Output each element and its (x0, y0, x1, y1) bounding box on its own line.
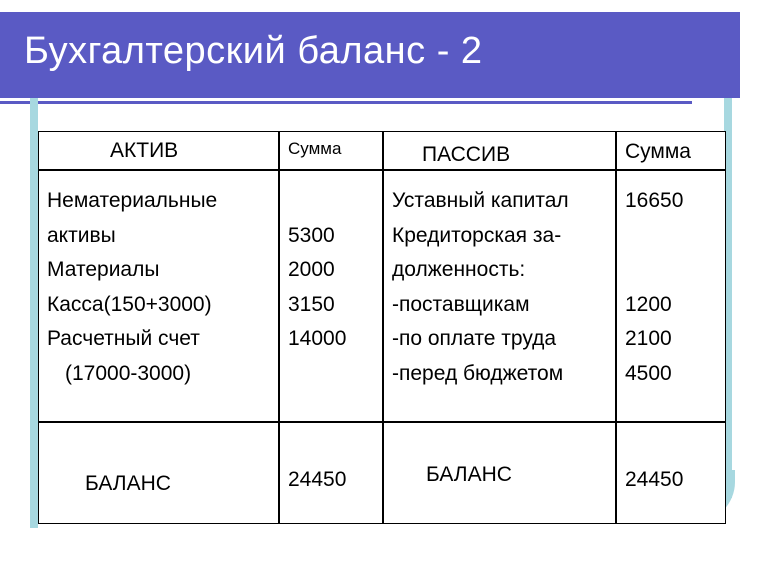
asset-line: Материалы (47, 258, 160, 281)
asset-value: 5300 (288, 223, 335, 247)
asset-line: Касса(150+3000) (47, 292, 212, 316)
liability-line: -перед бюджетом (392, 361, 564, 385)
asset-value: 2000 (288, 258, 335, 281)
liability-line: долженность: (392, 258, 526, 281)
header-liability-sum: Сумма (625, 140, 691, 163)
asset-line: Нематериальные (47, 189, 218, 212)
total-asset-label: БАЛАНС (85, 472, 171, 495)
decorative-frame-left (30, 98, 38, 528)
header-row-divider (39, 169, 725, 171)
column-divider (278, 132, 280, 523)
asset-line: (17000-3000) (65, 361, 192, 385)
liability-line: Уставный капитал (392, 189, 569, 212)
liability-line: -по оплате труда (392, 327, 557, 350)
header-liability: ПАССИВ (422, 143, 511, 166)
balance-table (38, 131, 726, 524)
asset-line: Расчетный счет (47, 327, 200, 350)
liability-value: 16650 (625, 189, 684, 212)
asset-line: активы (47, 223, 116, 247)
liability-value: 1200 (625, 292, 672, 316)
liability-value: 4500 (625, 361, 672, 385)
liability-line: Кредиторская за- (392, 223, 562, 247)
header-asset: АКТИВ (110, 139, 179, 162)
title-band-notch (690, 0, 740, 12)
total-liability-label: БАЛАНС (426, 463, 512, 486)
header-asset-sum: Сумма (288, 139, 342, 158)
asset-value: 3150 (288, 292, 335, 316)
total-row-divider (39, 421, 725, 423)
total-asset-value: 24450 (288, 468, 347, 491)
asset-value: 14000 (288, 327, 347, 350)
title-underline (0, 101, 692, 104)
column-divider (382, 132, 384, 523)
slide-title: Бухгалтерский баланс - 2 (24, 30, 483, 72)
total-liability-value: 24450 (625, 468, 684, 491)
column-divider (615, 132, 617, 523)
liability-value: 2100 (625, 327, 672, 350)
liability-line: -поставщикам (392, 292, 530, 316)
